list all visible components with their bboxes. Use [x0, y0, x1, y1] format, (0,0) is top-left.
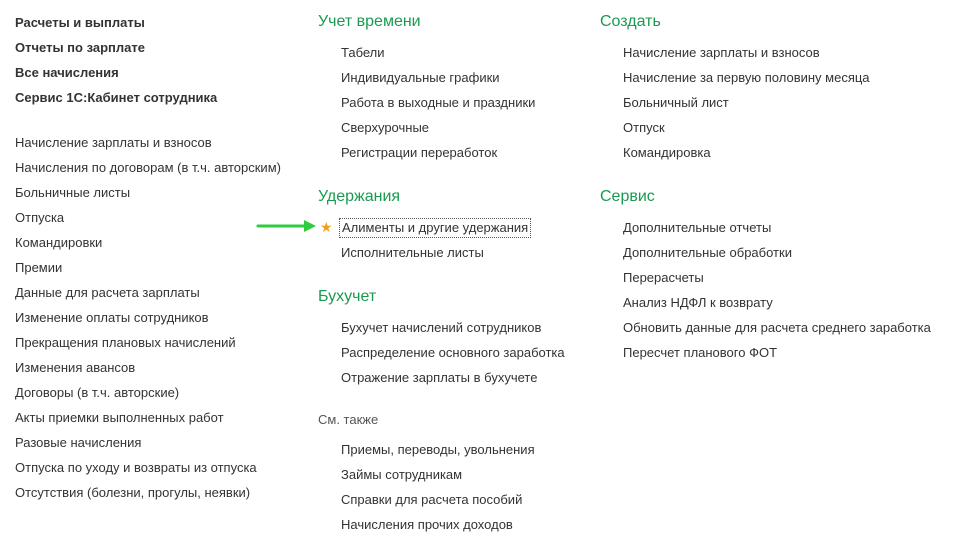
link-salary-calc-data[interactable]: Данные для расчета зарплаты — [15, 285, 200, 300]
link-employee-loans[interactable]: Займы сотрудникам — [341, 467, 463, 482]
link-overtime[interactable]: Сверхурочные — [341, 120, 430, 135]
link-create-salary-accrual[interactable]: Начисление зарплаты и взносов — [623, 45, 820, 60]
link-all-accruals[interactable]: Все начисления — [15, 65, 119, 80]
link-timesheets[interactable]: Табели — [341, 45, 385, 60]
section-title-create: Создать — [600, 13, 661, 30]
link-sick-leaves[interactable]: Больничные листы — [15, 185, 131, 200]
link-earnings-distribution[interactable]: Распределение основного заработка — [341, 345, 565, 360]
star-icon[interactable]: ★ — [320, 219, 333, 235]
link-writs-of-execution[interactable]: Исполнительные листы — [341, 245, 484, 260]
section-title-see-also: См. также — [318, 412, 379, 427]
link-alimony-deductions[interactable]: Алименты и другие удержания — [342, 220, 529, 235]
link-additional-processing[interactable]: Дополнительные обработки — [623, 245, 792, 260]
link-create-first-half-accrual[interactable]: Начисление за первую половину месяца — [623, 70, 870, 85]
link-business-trips[interactable]: Командировки — [15, 235, 103, 250]
link-vacations[interactable]: Отпуска — [15, 210, 65, 225]
link-one-time-accruals[interactable]: Разовые начисления — [15, 435, 142, 450]
link-salary-reports[interactable]: Отчеты по зарплате — [15, 40, 145, 55]
link-payments-and-payouts[interactable]: Расчеты и выплаты — [15, 15, 145, 30]
link-update-average-earnings[interactable]: Обновить данные для расчета среднего заработка — [623, 320, 931, 335]
link-create-business-trip[interactable]: Командировка — [623, 145, 711, 160]
link-individual-schedules[interactable]: Индивидуальные графики — [341, 70, 500, 85]
link-benefit-certificates[interactable]: Справки для расчета пособий — [341, 492, 523, 507]
link-acceptance-acts[interactable]: Акты приемки выполненных работ — [15, 410, 224, 425]
link-salary-reflection[interactable]: Отражение зарплаты в бухучете — [341, 370, 538, 385]
link-recalc-planned-payroll[interactable]: Пересчет планового ФОТ — [623, 345, 778, 360]
link-ndfl-refund-analysis[interactable]: Анализ НДФЛ к возврату — [623, 295, 773, 310]
link-hiring-transfers[interactable]: Приемы, переводы, увольнения — [341, 442, 535, 457]
link-advance-changes[interactable]: Изменения авансов — [15, 360, 136, 375]
link-accrual-accounting[interactable]: Бухучет начислений сотрудников — [341, 320, 542, 335]
link-additional-reports[interactable]: Дополнительные отчеты — [623, 220, 772, 235]
link-bonuses[interactable]: Премии — [15, 260, 63, 275]
link-parental-leave[interactable]: Отпуска по уходу и возвраты из отпуска — [15, 460, 257, 475]
link-salary-and-contributions[interactable]: Начисление зарплаты и взносов — [15, 135, 212, 150]
link-employee-cabinet-service[interactable]: Сервис 1С:Кабинет сотрудника — [15, 90, 218, 105]
link-planned-accrual-termination[interactable]: Прекращения плановых начислений — [15, 335, 236, 350]
section-title-time-tracking: Учет времени — [318, 13, 421, 30]
link-absences[interactable]: Отсутствия (болезни, прогулы, неявки) — [15, 485, 251, 500]
arrow-right-icon — [256, 218, 318, 234]
link-create-vacation[interactable]: Отпуск — [623, 120, 665, 135]
link-overtime-registrations[interactable]: Регистрации переработок — [341, 145, 498, 160]
link-contracts[interactable]: Договоры (в т.ч. авторские) — [15, 385, 180, 400]
section-title-accounting: Бухучет — [318, 288, 377, 305]
link-other-income[interactable]: Начисления прочих доходов — [341, 517, 513, 532]
section-title-deductions: Удержания — [318, 188, 401, 205]
section-title-service: Сервис — [600, 188, 655, 205]
link-create-sick-leave[interactable]: Больничный лист — [623, 95, 729, 110]
link-contract-accruals[interactable]: Начисления по договорам (в т.ч. авторским) — [15, 160, 281, 175]
link-pay-changes[interactable]: Изменение оплаты сотрудников — [15, 310, 209, 325]
link-weekend-work[interactable]: Работа в выходные и праздники — [341, 95, 536, 110]
link-recalculations[interactable]: Перерасчеты — [623, 270, 704, 285]
